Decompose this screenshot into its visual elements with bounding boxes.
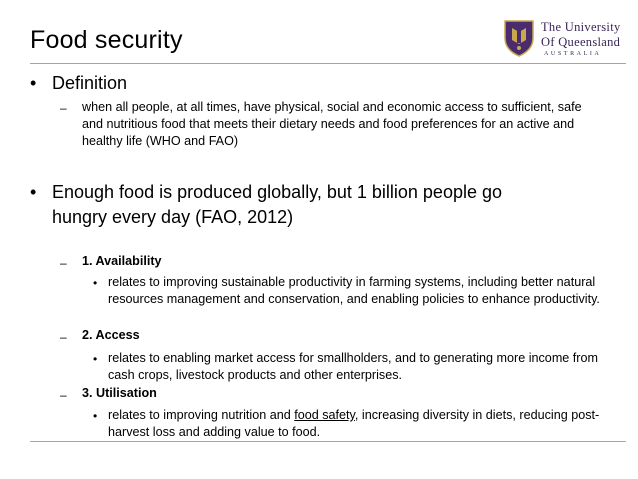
access-heading: 2. Access <box>82 328 140 342</box>
bullet-dot: • <box>30 73 37 93</box>
food-safety-link[interactable]: food safety <box>294 408 355 422</box>
sub-bullet: • <box>93 409 98 423</box>
dash: – <box>60 101 67 115</box>
bullet-dot: • <box>30 182 37 202</box>
utilisation-text-before: relates to improving nutrition and <box>108 408 295 422</box>
production-line-2: hungry every day (FAO, 2012) <box>52 207 294 227</box>
utilisation-text-after: , increasing diversity in diets, reducing post-harvest loss and adding value to food. <box>108 408 600 439</box>
sub-bullet: • <box>93 352 98 366</box>
utilisation-heading: 3. Utilisation <box>82 386 157 400</box>
definition-text: when all people, at all times, have physical, social and economic access to sufficient, safe and nutritious food that meets their dietary needs and food preferences for an active and healthy life (WHO and FAO) <box>82 100 582 148</box>
logo-line-1: The University <box>541 20 621 34</box>
production-line-1: Enough food is produced globally, but 1 billion people go <box>52 182 502 202</box>
slide-title: Food security <box>30 26 183 54</box>
sub-bullet: • <box>93 276 98 290</box>
dash: – <box>60 256 67 270</box>
definition-heading: Definition <box>52 73 128 93</box>
crest-icon <box>502 18 536 58</box>
top-divider <box>30 63 626 64</box>
bottom-divider <box>30 441 626 442</box>
availability-heading: 1. Availability <box>82 254 162 268</box>
university-logo <box>502 18 632 62</box>
logo-line-2: Of Queensland <box>541 35 621 49</box>
utilisation-text <box>108 407 608 441</box>
logo-line-3: AUSTRALIA <box>544 51 602 57</box>
dash: – <box>60 388 67 402</box>
access-text: relates to enabling market access for smallholders, and to generating more income from cash crops, livestock products and other enterprises. <box>108 351 598 382</box>
dash: – <box>60 330 67 344</box>
availability-text: relates to improving sustainable productivity in farming systems, including better natural resources management and conservation, and enabling policies to enhance productivity. <box>108 275 600 306</box>
